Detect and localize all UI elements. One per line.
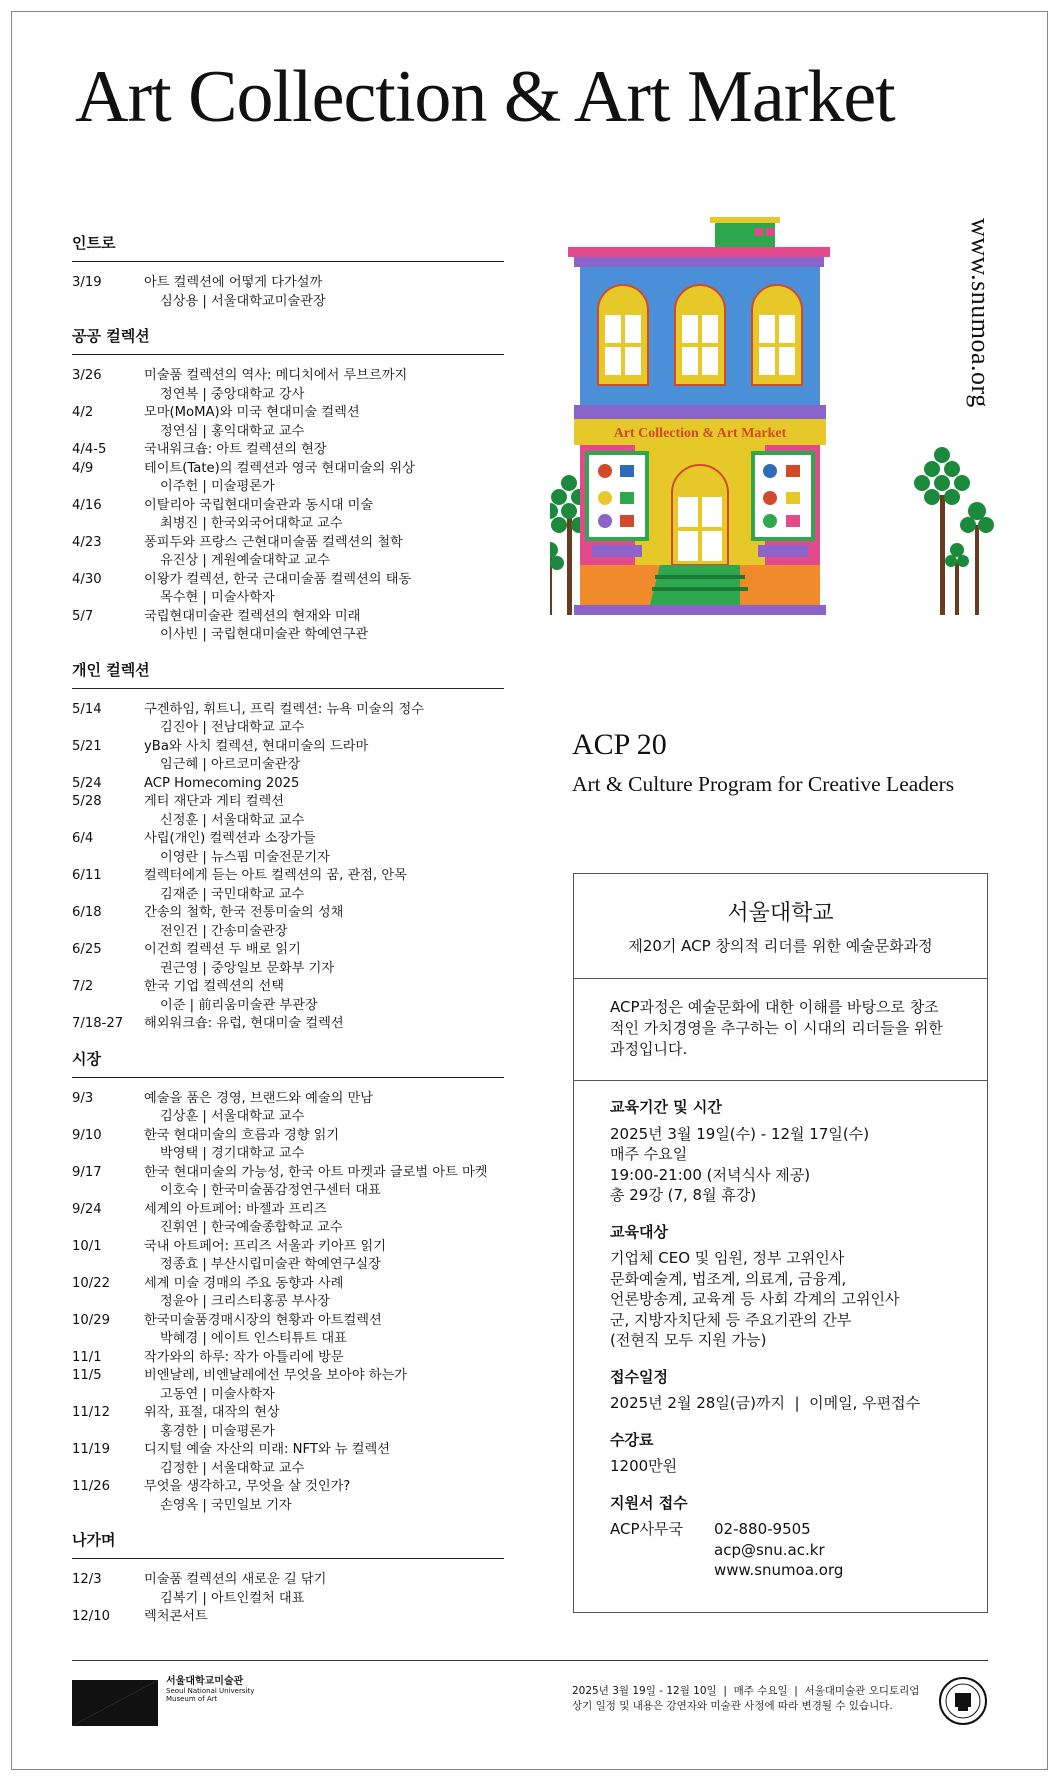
university-name: 서울대학교	[727, 901, 834, 926]
lecture-date: 4/4-5	[72, 442, 107, 457]
lecture-speaker: 김정한 | 서울대학교 교수	[160, 1460, 305, 1476]
lecture-row	[72, 1090, 504, 1127]
lecture-speaker: 권근영 | 중앙일보 문화부 기자	[160, 960, 335, 976]
lecture-date: 11/26	[72, 1479, 111, 1494]
building-illustration	[550, 215, 1010, 705]
period-line: 총 29강 (7, 8월 휴강)	[610, 1186, 757, 1204]
footer-divider	[72, 1660, 988, 1661]
lecture-row	[72, 1367, 504, 1404]
lecture-speaker: 심상용 | 서울대학교미술관장	[160, 293, 326, 309]
lecture-date: 5/28	[72, 794, 102, 809]
target-line: (전현직 모두 지원 가능)	[610, 1331, 767, 1349]
lecture-title: 퐁피두와 프랑스 근현대미술품 컬렉션의 철학	[144, 534, 403, 550]
lecture-title: 미술품 컬렉션의 새로운 길 닦기	[144, 1572, 327, 1587]
lecture-title: 한국 현대미술의 가능성, 한국 아트 마켓과 글로벌 아트 마켓	[144, 1164, 488, 1180]
lecture-title: 이탈리아 국립현대미술관과 동시대 미술	[144, 497, 374, 513]
lecture-schedule	[72, 232, 504, 1627]
period-line: 2025년 3월 19일(수) - 12월 17일(수)	[610, 1124, 870, 1143]
lecture-title: 해외워크숍: 유럽, 현대미술 컬렉션	[144, 1016, 344, 1031]
lecture-speaker: 손영옥 | 국민일보 기자	[160, 1497, 292, 1513]
lecture-date: 12/10	[72, 1609, 111, 1624]
lecture-date: 7/2	[72, 979, 94, 994]
lecture-date: 5/21	[72, 738, 102, 754]
lecture-row	[72, 701, 504, 738]
lecture-date: 5/14	[72, 701, 102, 717]
lecture-row	[72, 1441, 504, 1478]
lecture-date: 11/1	[72, 1349, 102, 1365]
lecture-row	[72, 404, 504, 441]
period-line: 매주 수요일	[610, 1145, 688, 1163]
footer-line: 2025년 3월 19일 - 12월 10일 | 매주 수요일 | 서울대미술관 오디토리엄	[572, 1685, 920, 1697]
target-line: 문화예술계, 법조계, 의료계, 금융계,	[610, 1269, 847, 1288]
apply-label: 접수일정	[610, 1367, 668, 1386]
lecture-speaker: 고동연 | 미술사학자	[160, 1386, 275, 1402]
lecture-row	[72, 978, 504, 1015]
lecture-speaker: 최병진 | 한국외국어대학교 교수	[160, 516, 343, 531]
lecture-speaker: 김재준 | 국민대학교 교수	[160, 886, 305, 902]
museum-name-en: Seoul National University	[166, 1687, 255, 1695]
lecture-row	[72, 1608, 504, 1627]
lecture-date: 9/3	[72, 1090, 94, 1106]
museum-name-en: Museum of Art	[166, 1695, 218, 1703]
lecture-title: 미술품 컬렉션의 역사: 메디치에서 루브르까지	[144, 368, 408, 383]
lecture-row	[72, 1571, 504, 1608]
lecture-row	[72, 1015, 504, 1034]
contact-org: ACP사무국	[610, 1520, 683, 1538]
contact-phone[interactable]: 02-880-9505	[714, 1520, 811, 1538]
lecture-date: 9/10	[72, 1127, 102, 1143]
lecture-row	[72, 738, 504, 775]
footer-line: 상기 일정 및 내용은 강연자와 미술관 사정에 따라 변경될 수 있습니다.	[572, 1700, 893, 1712]
university-seal-icon	[938, 1676, 988, 1726]
lecture-row	[72, 775, 504, 794]
museum-logo-icon	[72, 1680, 158, 1726]
lecture-speaker: 전인건 | 간송미술관장	[160, 923, 288, 939]
lecture-title: 국내워크숍: 아트 컬렉션의 현장	[144, 442, 327, 457]
lecture-speaker: 김복기 | 아트인컬처 대표	[160, 1590, 305, 1606]
lecture-title: 렉처콘서트	[144, 1609, 208, 1624]
lecture-speaker: 김상훈 | 서울대학교 교수	[160, 1109, 305, 1124]
lecture-title: 위작, 표절, 대작의 현상	[144, 1405, 280, 1420]
lecture-speaker: 정윤아 | 크리스티홍콩 부사장	[160, 1294, 330, 1309]
fee-text: 1200만원	[610, 1457, 678, 1475]
lecture-row	[72, 1275, 504, 1312]
lecture-date: 9/17	[72, 1164, 102, 1180]
lecture-row	[72, 1164, 504, 1201]
page-title: Art Collection & Art Market	[75, 56, 895, 138]
lecture-speaker: 이영란 | 뉴스핌 미술전문기자	[160, 849, 330, 865]
lecture-title: 게티 재단과 게티 컬렉션	[144, 794, 284, 809]
lecture-speaker: 신정훈 | 서울대학교 교수	[160, 812, 305, 828]
lecture-speaker: 정연심 | 홍익대학교 교수	[160, 423, 305, 439]
lecture-row	[72, 460, 504, 497]
lecture-row	[72, 274, 504, 311]
lecture-speaker: 이주헌 | 미술평론가	[160, 479, 275, 494]
acp-subtitle: Art & Culture Program for Creative Leaders	[572, 772, 955, 796]
lecture-row	[72, 1127, 504, 1164]
section-heading: 인트로	[72, 232, 504, 262]
lecture-date: 5/7	[72, 608, 94, 624]
lecture-speaker: 이사빈 | 국립현대미술관 학예연구관	[160, 627, 369, 642]
vertical-url: www.snumoa.org	[966, 218, 995, 408]
lecture-row	[72, 904, 504, 941]
lecture-date: 10/1	[72, 1238, 102, 1254]
lecture-title: 구겐하임, 휘트니, 프릭 컬렉션: 뉴욕 미술의 정수	[144, 701, 425, 717]
lecture-row	[72, 367, 504, 404]
lecture-date: 11/5	[72, 1368, 102, 1383]
lecture-date: 11/12	[72, 1405, 111, 1420]
lecture-speaker: 박혜경 | 에이트 인스티튜트 대표	[160, 1331, 347, 1346]
lecture-date: 6/18	[72, 905, 102, 920]
lecture-row	[72, 830, 504, 867]
lecture-title: 한국 기업 컬렉션의 선택	[144, 979, 284, 994]
lecture-title: 세계의 아트페어: 바젤과 프리즈	[144, 1201, 327, 1217]
lecture-title: 작가와의 하루: 작가 아틀리에 방문	[144, 1349, 344, 1365]
lecture-date: 4/2	[72, 405, 94, 420]
lecture-date: 6/11	[72, 868, 102, 883]
lecture-row	[72, 1404, 504, 1441]
period-label: 교육기간 및 시간	[610, 1098, 722, 1116]
contact-web[interactable]: www.snumoa.org	[714, 1561, 844, 1579]
lecture-title: 국립현대미술관 컬렉션의 현재와 미래	[144, 608, 361, 624]
apply-text: 2025년 2월 28일(금)까지 | 이메일, 우편접수	[610, 1394, 921, 1412]
lecture-row	[72, 534, 504, 571]
lecture-title: 비엔날레, 비엔날레에선 무엇을 보아야 하는가	[144, 1368, 408, 1383]
lecture-row	[72, 867, 504, 904]
lecture-title: 모마(MoMA)와 미국 현대미술 컬렉션	[144, 405, 360, 420]
section-heading: 나가며	[72, 1529, 504, 1559]
tree-right	[914, 447, 994, 615]
lecture-title: 세계 미술 경매의 주요 동향과 사례	[144, 1275, 344, 1291]
lecture-speaker: 김진아 | 전남대학교 교수	[160, 720, 305, 735]
lecture-row	[72, 1238, 504, 1275]
lecture-row	[72, 1478, 504, 1515]
lecture-speaker: 목수현 | 미술사학자	[160, 590, 275, 605]
lecture-speaker: 정종효 | 부산시립미술관 학예연구실장	[160, 1257, 381, 1272]
lecture-title: 국내 아트페어: 프리즈 서울과 키아프 읽기	[144, 1238, 386, 1254]
fee-label: 수강료	[610, 1430, 654, 1449]
program-info-box	[573, 873, 988, 1613]
target-label: 교육대상	[610, 1222, 668, 1241]
lecture-row	[72, 1312, 504, 1349]
target-line: 기업체 CEO 및 임원, 정부 고위인사	[610, 1249, 845, 1267]
lecture-row	[72, 608, 504, 645]
lecture-title: 무엇을 생각하고, 무엇을 살 것인가?	[144, 1479, 351, 1494]
lecture-title: 한국미술품경매시장의 현황과 아트컬렉션	[144, 1312, 382, 1328]
lecture-date: 4/9	[72, 460, 94, 476]
lecture-row	[72, 497, 504, 534]
lecture-date: 11/19	[72, 1442, 111, 1457]
lecture-row	[72, 441, 504, 460]
lecture-row	[72, 571, 504, 608]
lecture-title: 간송의 철학, 한국 전통미술의 성채	[144, 905, 344, 920]
lecture-row	[72, 941, 504, 978]
lecture-speaker: 진휘연 | 한국예술종합학교 교수	[160, 1220, 343, 1235]
lecture-row	[72, 1349, 504, 1368]
lecture-title: 이건희 컬렉션 두 배로 읽기	[144, 942, 301, 957]
contact-label: 지원서 접수	[610, 1493, 688, 1512]
lecture-speaker: 임근혜 | 아르코미술관장	[160, 757, 301, 772]
museum-logo-text	[166, 1676, 254, 1703]
lecture-speaker: 유진상 | 계원예술대학교 교수	[160, 553, 330, 568]
lecture-date: 3/19	[72, 275, 102, 290]
lecture-title: 사립(개인) 컬렉션과 소장가들	[144, 831, 316, 846]
lecture-date: 7/18-27	[72, 1016, 124, 1031]
lecture-title: 디지털 예술 자산의 미래: NFT와 뉴 컬렉션	[144, 1442, 390, 1457]
section-heading: 시장	[72, 1048, 504, 1078]
lecture-speaker: 홍경한 | 미술평론가	[160, 1423, 275, 1439]
lecture-speaker: 이호숙 | 한국미술품감정연구센터 대표	[160, 1183, 381, 1198]
lecture-speaker: 박영택 | 경기대학교 교수	[160, 1146, 305, 1161]
museum-name-ko: 서울대학교미술관	[166, 1676, 244, 1687]
lecture-date: 12/3	[72, 1572, 102, 1587]
lecture-date: 6/25	[72, 942, 102, 957]
lecture-speaker: 정연복 | 중앙대학교 강사	[160, 386, 305, 402]
lecture-title: 한국 현대미술의 흐름과 경향 읽기	[144, 1127, 340, 1143]
lecture-row	[72, 793, 504, 830]
section-heading: 공공 컬렉션	[72, 325, 504, 355]
building-sign: Art Collection & Art Market	[613, 426, 787, 441]
lecture-title: 아트 컬렉션에 어떻게 다가설까	[144, 275, 323, 290]
acp-title: ACP 20	[572, 728, 667, 761]
program-intro: ACP과정은 예술문화에 대한 이해를 바탕으로 창조적인 가치경영을 추구하는 이 시대의 리더들을 위한 과정입니다.	[610, 998, 943, 1058]
lecture-date: 4/16	[72, 497, 102, 513]
lecture-title: ACP Homecoming 2025	[144, 775, 300, 791]
footer-info	[572, 1684, 919, 1714]
lecture-date: 10/22	[72, 1275, 111, 1291]
contact-email[interactable]: acp@snu.ac.kr	[714, 1540, 825, 1559]
lecture-date: 9/24	[72, 1201, 102, 1217]
lecture-speaker: 이준 | 前리움미술관 부관장	[160, 997, 318, 1013]
lecture-date: 5/24	[72, 775, 102, 791]
target-line: 언론방송계, 교육계 등 사회 각계의 고위인사	[610, 1290, 900, 1308]
lecture-title: 예술을 품은 경영, 브랜드와 예술의 만남	[144, 1090, 373, 1106]
lecture-date: 6/4	[72, 831, 94, 846]
lecture-date: 4/30	[72, 571, 102, 587]
lecture-row	[72, 1201, 504, 1238]
program-name: 제20기 ACP 창의적 리더를 위한 예술문화과정	[628, 937, 933, 955]
lecture-title: 이왕가 컬렉션, 한국 근대미술품 컬렉션의 태동	[144, 571, 412, 587]
program-details	[574, 1081, 987, 1581]
target-line: 군, 지방자치단체 등 주요기관의 간부	[610, 1310, 852, 1329]
lecture-date: 4/23	[72, 534, 102, 550]
period-line: 19:00-21:00 (저녁식사 제공)	[610, 1165, 811, 1184]
lecture-title: 테이트(Tate)의 컬렉션과 영국 현대미술의 위상	[144, 460, 415, 476]
lecture-date: 10/29	[72, 1312, 111, 1328]
lecture-date: 3/26	[72, 368, 102, 383]
section-heading: 개인 컬렉션	[72, 659, 504, 689]
lecture-title: 컬렉터에게 듣는 아트 컬렉션의 꿈, 관점, 안목	[144, 868, 407, 883]
lecture-title: yBa와 사치 컬렉션, 현대미술의 드라마	[144, 738, 369, 754]
contact-block	[610, 1519, 951, 1581]
